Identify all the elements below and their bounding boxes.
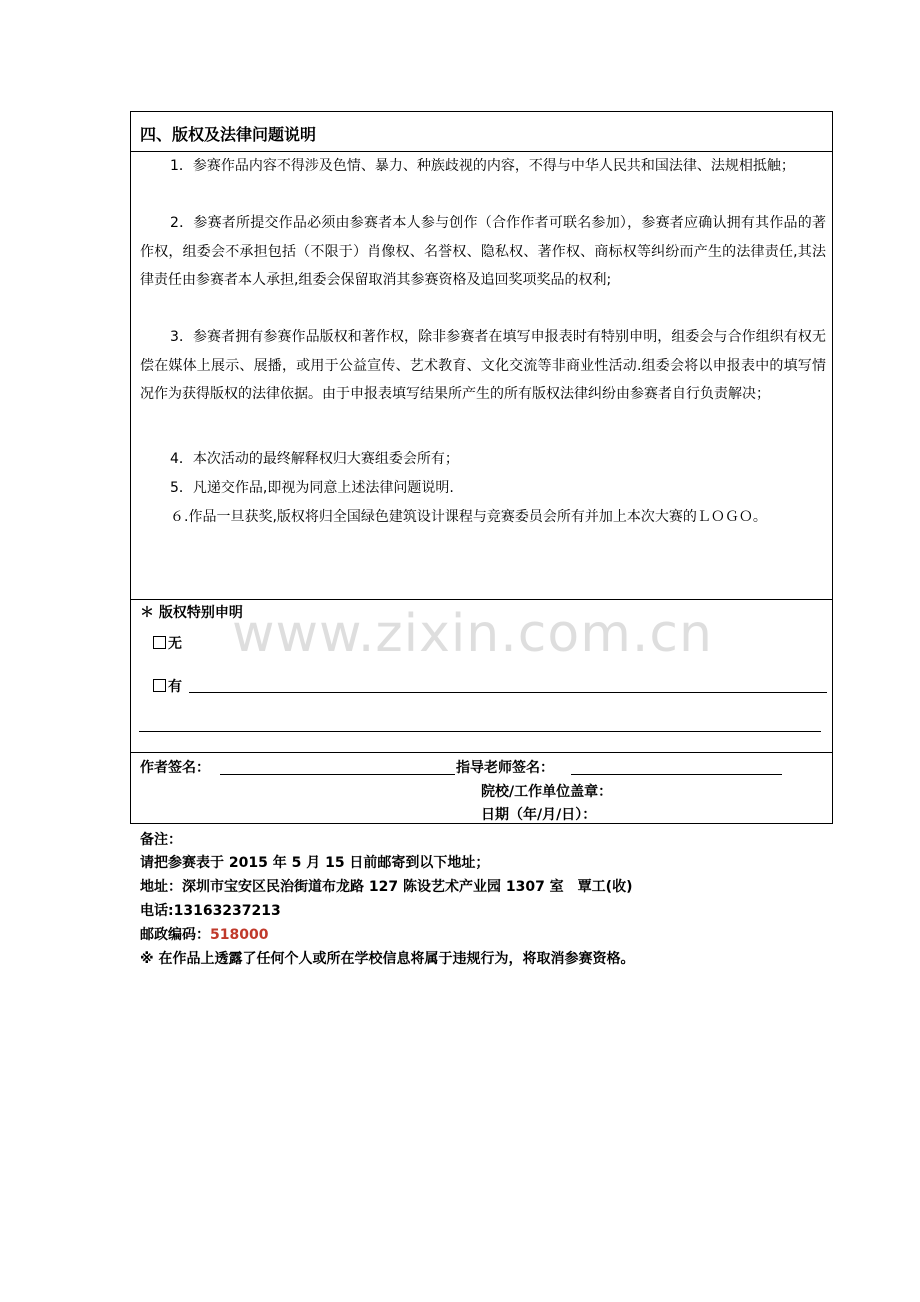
option-yes[interactable] (153, 676, 182, 696)
option-none-label: 无 (168, 636, 182, 652)
copyright-declaration (131, 600, 832, 753)
section-title: 四、版权及法律问题说明 (140, 125, 317, 144)
clause-list (131, 152, 832, 600)
date-label: 日期（年/月/日）： (481, 807, 597, 823)
clause-5: 5．凡递交作品,即视为同意上述法律问题说明. (170, 480, 454, 496)
notes-heading: 备注： (140, 832, 182, 848)
seal-label: 院校/工作单位盖章： (481, 784, 613, 800)
checkbox-none[interactable] (153, 636, 166, 649)
copyright-form-table (130, 111, 833, 824)
clause-6: ６.作品一旦获奖,版权将归全国绿色建筑设计课程与竞赛委员会所有并加上本次大赛的ＬＯＧＯ。 (170, 509, 767, 525)
phone-note: 电话:13163237213 (140, 903, 281, 919)
clause-1: 1．参赛作品内容不得涉及色情、暴力、种族歧视的内容，不得与中华人民共和国法律、法规相抵触； (170, 158, 795, 174)
declaration-fill-line-1[interactable] (189, 692, 827, 693)
section-header (131, 112, 832, 152)
deadline-note: 请把参赛表于 2015 年 5 月 15 日前邮寄到以下地址； (140, 855, 490, 871)
signature-section (131, 753, 832, 825)
warning-note: ※ 在作品上透露了任何个人或所在学校信息将属于违规行为，将取消参赛资格。 (140, 951, 635, 967)
clause-4: 4．本次活动的最终解释权归大赛组委会所有； (170, 451, 459, 467)
watermark: www.zixin.com.cn (232, 604, 713, 664)
address-note: 地址：深圳市宝安区民治街道布龙路 127 陈设艺术产业园 1307 室 覃工(收) (140, 879, 633, 895)
postcode-label: 邮政编码： (140, 927, 210, 943)
postcode-value: 518000 (210, 927, 269, 943)
declaration-title: ＊ 版权特别申明 (140, 605, 243, 621)
clause-2: 2．参赛者所提交作品必须由参赛者本人参与创作（合作作者可联名参加），参赛者应确认拥有其作品的著作权，组委会不承担包括（不限于）肖像权、名誉权、隐私权、著作权、商标权等纠纷而产生的法律责任,其法律责任由参赛者本人承担,组委会保留取消其参赛资格及追回奖项奖品的权利; (140, 215, 826, 288)
checkbox-yes[interactable] (153, 679, 166, 692)
advisor-signature-label: 指导老师签名： (456, 760, 554, 776)
advisor-signature-line[interactable] (571, 774, 782, 775)
option-none[interactable] (153, 633, 182, 653)
author-signature-label: 作者签名： (140, 760, 210, 776)
author-signature-line[interactable] (220, 774, 455, 775)
option-yes-label: 有 (168, 679, 182, 695)
postcode-note (140, 924, 268, 944)
declaration-fill-line-2[interactable] (139, 731, 821, 732)
clause-3: 3．参赛者拥有参赛作品版权和著作权，除非参赛者在填写申报表时有特别申明，组委会与合作组织有权无偿在媒体上展示、展播，或用于公益宣传、艺术教育、文化交流等非商业性活动.组委会将以申报表中的填写情况作为获得版权的法律依据。由于申报表填写结果所产生的所有版权法律纠纷由参赛者自行负责解决； (140, 329, 826, 402)
